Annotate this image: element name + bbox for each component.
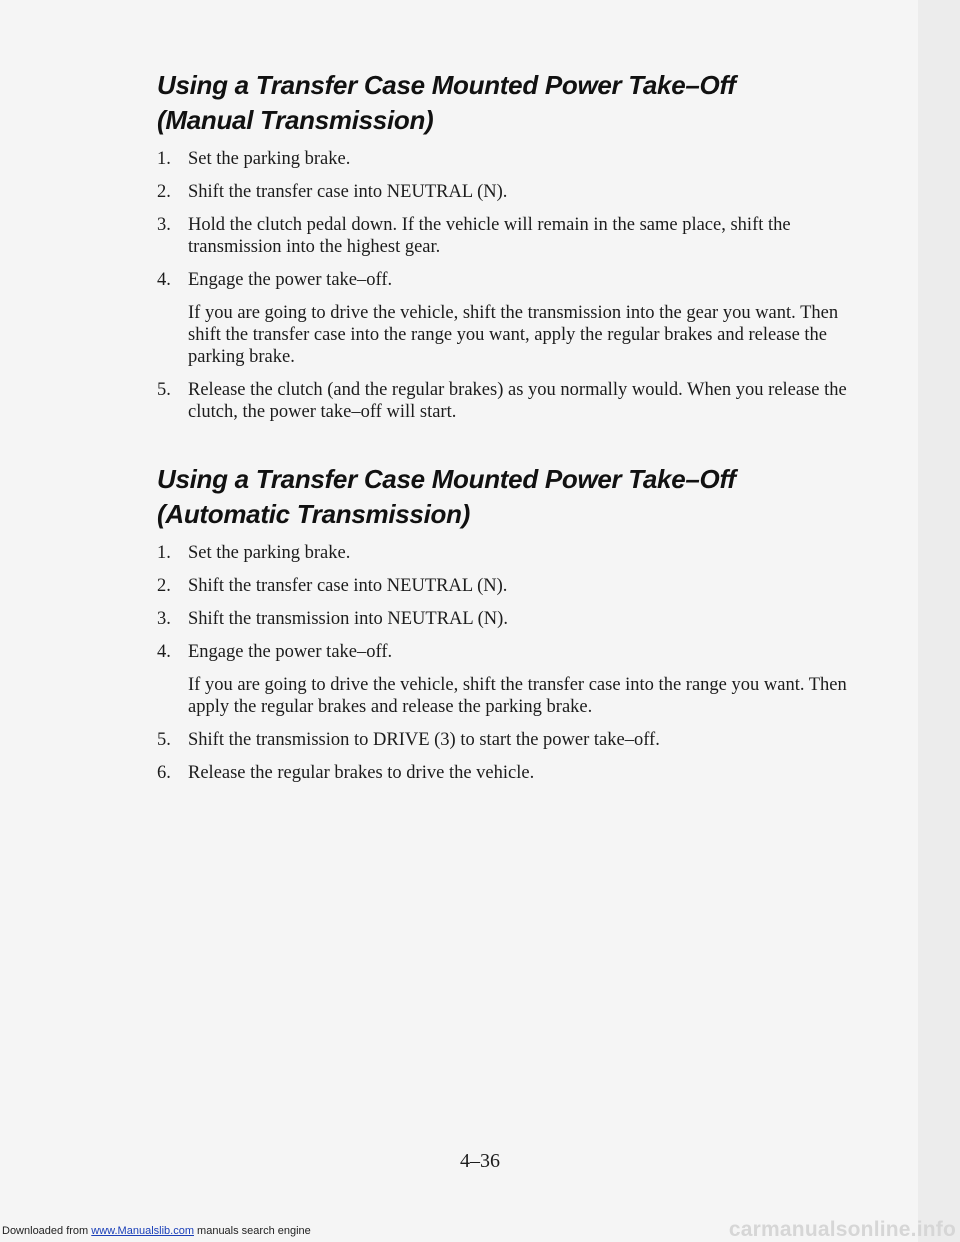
step-text: Shift the transfer case into NEUTRAL (N). — [188, 576, 508, 596]
title-line-2: (Automatic Transmission) — [157, 499, 471, 529]
step-note: If you are going to drive the vehicle, shift the transmission into the gear you want. Then shift the transfer case into the range you want, apply the regular brakes and release the parking brake. — [188, 303, 839, 367]
step-number: 2. — [157, 182, 171, 202]
step-number: 3. — [157, 609, 171, 629]
step-text: Engage the power take–off. — [188, 270, 393, 290]
step-number: 4. — [157, 642, 171, 662]
list-item — [157, 608, 857, 630]
list-item — [157, 641, 857, 718]
title-line-1: Using a Transfer Case Mounted Power Take–Off — [157, 464, 736, 494]
section-automatic-transmission — [157, 462, 857, 795]
title-line-1: Using a Transfer Case Mounted Power Take–Off — [157, 70, 736, 100]
step-text: Release the clutch (and the regular brakes) as you normally would. When you release the clutch, the power take–off will start. — [188, 380, 847, 422]
list-item — [157, 214, 857, 258]
step-number: 5. — [157, 380, 171, 400]
step-list — [157, 148, 857, 423]
section-title — [157, 68, 857, 138]
title-line-2: (Manual Transmission) — [157, 105, 434, 135]
step-text: Shift the transmission to DRIVE (3) to start the power take–off. — [188, 730, 660, 750]
step-text: Shift the transfer case into NEUTRAL (N). — [188, 182, 508, 202]
step-number: 2. — [157, 576, 171, 596]
step-text: Engage the power take–off. — [188, 642, 393, 662]
step-number: 3. — [157, 215, 171, 235]
step-number: 1. — [157, 149, 171, 169]
step-note: If you are going to drive the vehicle, shift the transfer case into the range you want. Then apply the regular brakes and release the parking brake. — [188, 675, 847, 717]
right-margin — [918, 0, 960, 1242]
step-text: Release the regular brakes to drive the vehicle. — [188, 763, 535, 783]
step-text: Shift the transmission into NEUTRAL (N). — [188, 609, 508, 629]
list-item — [157, 181, 857, 203]
step-list — [157, 542, 857, 784]
step-text: Hold the clutch pedal down. If the vehicle will remain in the same place, shift the transmission into the highest gear. — [188, 215, 791, 257]
list-item — [157, 148, 857, 170]
list-item — [157, 542, 857, 564]
page-number: 4–36 — [460, 1150, 500, 1172]
footer-suffix: manuals search engine — [193, 1225, 311, 1237]
download-footer — [2, 1225, 311, 1237]
manualslib-link[interactable]: www.Manualslib.com — [91, 1225, 194, 1237]
list-item — [157, 269, 857, 368]
step-number: 5. — [157, 730, 171, 750]
list-item — [157, 575, 857, 597]
step-text: Set the parking brake. — [188, 543, 351, 563]
list-item — [157, 762, 857, 784]
step-text: Set the parking brake. — [188, 149, 351, 169]
step-number: 6. — [157, 763, 171, 783]
footer-prefix: Downloaded from — [2, 1225, 92, 1237]
section-manual-transmission — [157, 68, 857, 434]
step-number: 4. — [157, 270, 171, 290]
list-item — [157, 379, 857, 423]
step-number: 1. — [157, 543, 171, 563]
section-title — [157, 462, 857, 532]
watermark: carmanualsonline.info — [728, 1218, 956, 1241]
list-item — [157, 729, 857, 751]
